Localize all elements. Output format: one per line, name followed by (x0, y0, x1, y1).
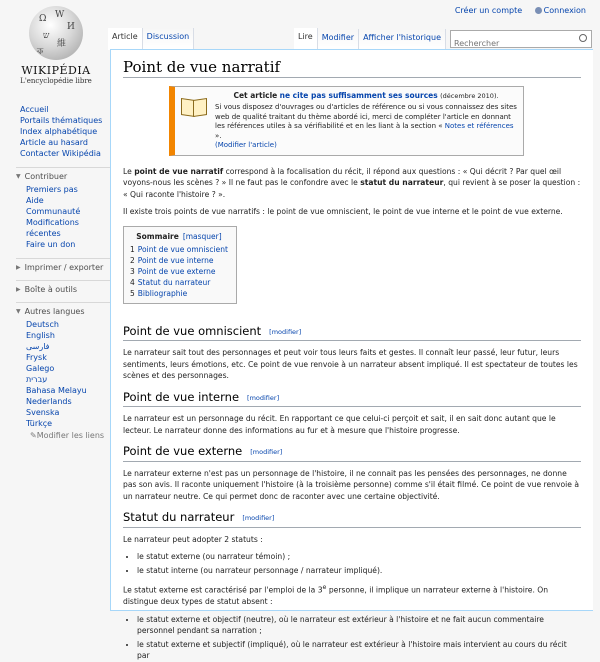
language-link[interactable]: Svenska (26, 408, 60, 417)
notes-references-link[interactable]: Notes et références (444, 122, 514, 130)
logo-wordmark: WIKIPÉDIA (21, 64, 91, 77)
sidebar-item-communaute[interactable]: Communauté (26, 207, 81, 216)
edit-links[interactable]: ✎Modifier les liens (30, 431, 105, 440)
sidebar-item-accueil[interactable]: Accueil (20, 105, 49, 114)
language-link[interactable]: Bahasa Melayu (26, 386, 87, 395)
table-of-contents (123, 226, 237, 304)
status-types-list (123, 614, 581, 662)
content-area (110, 49, 593, 661)
toc-item[interactable]: 3 Point de vue externe (130, 266, 216, 276)
section-heading: Point de vue externe [modifier] (123, 446, 581, 462)
language-link[interactable]: Nederlands (26, 397, 72, 406)
language-link[interactable]: English (26, 331, 55, 340)
language-link[interactable]: فارسی (26, 342, 50, 351)
page-title: Point de vue narratif (123, 62, 581, 78)
personal-tools (445, 6, 586, 15)
section-heading: Statut du narrateur [modifier] (123, 512, 581, 528)
section-edit-link[interactable]: [modifier] (250, 448, 283, 456)
pencil-icon: ✎ (30, 431, 37, 440)
search-box (450, 30, 592, 48)
logo-tagline: L'encyclopédie libre (20, 77, 92, 85)
section-edit-link[interactable]: [modifier] (247, 393, 280, 402)
contribute-list (8, 184, 110, 250)
intro-paragraph: Le point de vue narratif correspond à la focalisation du récit, il répond aux questions : « Qui décrit ? Par quel œil voyons-nous les scènes ? » Il ne faut pas le confondre avec le statut du narrateur, qui revient à se poser la question : « Qui raconte l'histoire ? ». (123, 166, 581, 199)
section-paragraph: Le narrateur externe n'est pas un personnage de l'histoire, il ne connait pas les pensées des personnages, ne donne pas son avis. Il raconte uniquement l'histoire (à la troisième personne) comme s'il était filmé. Ce point de vue renvoie à un narrateur neutre. Ce qui permet donc de raconter avec une certaine objectivité. (123, 468, 579, 501)
tab-article[interactable]: Article (108, 28, 143, 50)
ambox-text: Si vous disposez d'ouvrages ou d'articles de référence ou si vous connaissez des sites web de qualité traitant du thème abordé ici, merci de compléter l'article en donnant les références utiles à sa vérifiabilité et en les liant à la section « Notes et références ». (Modifier l'article) (215, 103, 517, 149)
edit-article-link[interactable]: (Modifier l'article) (215, 141, 277, 149)
toc-toggle[interactable]: [masquer] (182, 231, 222, 241)
tab-edit[interactable]: Modifier (318, 29, 359, 50)
tab-read[interactable]: Lire (294, 28, 318, 50)
puzzle-globe-icon: Ω W И ש 維 ক (29, 6, 83, 60)
tools-header[interactable]: ▶ Boîte à outils (16, 280, 110, 294)
section-edit-link[interactable]: [modifier] (242, 514, 275, 522)
toc-item[interactable]: 5 Bibliographie (130, 288, 188, 298)
section-paragraph: Le narrateur est un personnage du récit. En rapportant ce que celui-ci perçoit et sait, il en sait donc autant que le lecteur. Le narrateur donne des informations au fur et à mesure que l'histoire progresse. (123, 414, 556, 435)
sidebar (8, 104, 110, 440)
section-heading: Point de vue interne [modifier] (123, 392, 581, 408)
sidebar-item-index[interactable]: Index alphabétique (20, 127, 98, 136)
toc-item[interactable]: 1 Point de vue omniscient (130, 244, 228, 254)
sidebar-navigation (8, 104, 110, 159)
contribute-header[interactable]: ▼ Contribuer (16, 167, 110, 181)
list-item: • le statut externe (ou narrateur témoin) ; (137, 551, 581, 563)
login-link[interactable]: Connexion (535, 6, 586, 15)
tab-history[interactable]: Afficher l'historique (359, 29, 446, 50)
status-list (123, 551, 581, 576)
languages-header[interactable]: ▼ Autres langues (16, 302, 110, 316)
list-item: • le statut externe et subjectif (impliqué), où le narrateur est extérieur à l'histoire mais intervient au cours du récit par (137, 639, 581, 662)
toc-item[interactable]: 2 Point de vue interne (130, 255, 214, 265)
list-item: • le statut interne (ou narrateur personnage / narrateur impliqué). (137, 565, 581, 577)
ambox-title: Cet article ne cite pas suffisamment ses sources (décembre 2010). (233, 90, 499, 100)
language-link[interactable]: Frysk (26, 353, 47, 362)
section-paragraph: Le narrateur peut adopter 2 statuts : (123, 534, 263, 544)
book-icon (181, 97, 207, 117)
triangle-right-icon: ▶ (16, 264, 21, 271)
create-account-link[interactable]: Créer un compte (454, 6, 523, 15)
sidebar-item-don[interactable]: Faire un don (26, 240, 76, 249)
sidebar-item-contact[interactable]: Contacter Wikipédia (20, 149, 101, 158)
sidebar-item-portails[interactable]: Portails thématiques (20, 116, 103, 125)
language-link[interactable]: Galego (26, 364, 55, 373)
intro-paragraph-2: Il existe trois points de vue narratifs : le point de vue omniscient, le point de vue interne et le point de vue externe. (123, 207, 563, 216)
tab-discussion[interactable]: Discussion (143, 28, 195, 49)
sources-link[interactable]: ne cite pas suffisamment ses sources (279, 90, 438, 100)
section-edit-link[interactable]: [modifier] (269, 327, 302, 336)
languages-list (8, 319, 110, 429)
triangle-right-icon: ▶ (16, 286, 21, 293)
section-paragraph: Le statut externe est caractérisé par l'emploi de la 3e personne, il implique un narrateur externe à l'histoire. On distingue deux types de statut absent : (123, 584, 549, 607)
section-heading: Point de vue omniscient [modifier] (123, 326, 581, 342)
search-icon[interactable] (579, 34, 587, 42)
language-link[interactable]: Deutsch (26, 320, 59, 329)
namespace-tabs (108, 28, 194, 50)
sources-warning-box (169, 86, 524, 156)
wikipedia-logo[interactable] (14, 6, 98, 94)
toc-item[interactable]: 4 Statut du narrateur (130, 277, 211, 287)
triangle-down-icon: ▼ (16, 308, 21, 315)
sidebar-item-premiers-pas[interactable]: Premiers pas (26, 185, 78, 194)
triangle-down-icon: ▼ (16, 173, 21, 180)
user-icon (535, 7, 542, 14)
print-header[interactable]: ▶ Imprimer / exporter (16, 258, 110, 272)
list-item: • le statut externe et objectif (neutre), où le narrateur est extérieur à l'histoire et ne fait aucun commentaire personnel pendant sa narration ; (137, 614, 581, 637)
sidebar-item-modifications[interactable]: Modifications récentes (26, 218, 79, 238)
section-paragraph: Le narrateur sait tout des personnages et peut voir tous leurs faits et gestes. Il connaît leur passé, leur futur, leurs sentiments, leurs émotions, etc. Ce point de vue renvoie à un narrateur absent impliqué. Il est spectateur de toutes les scènes et des personnages. (123, 348, 578, 380)
language-link[interactable]: Türkçe (26, 419, 53, 428)
view-tabs (294, 28, 592, 50)
sidebar-item-aide[interactable]: Aide (26, 196, 44, 205)
toc-title: Sommaire (136, 231, 179, 241)
sidebar-item-hasard[interactable]: Article au hasard (20, 138, 88, 147)
language-link[interactable]: עברית (26, 375, 48, 384)
